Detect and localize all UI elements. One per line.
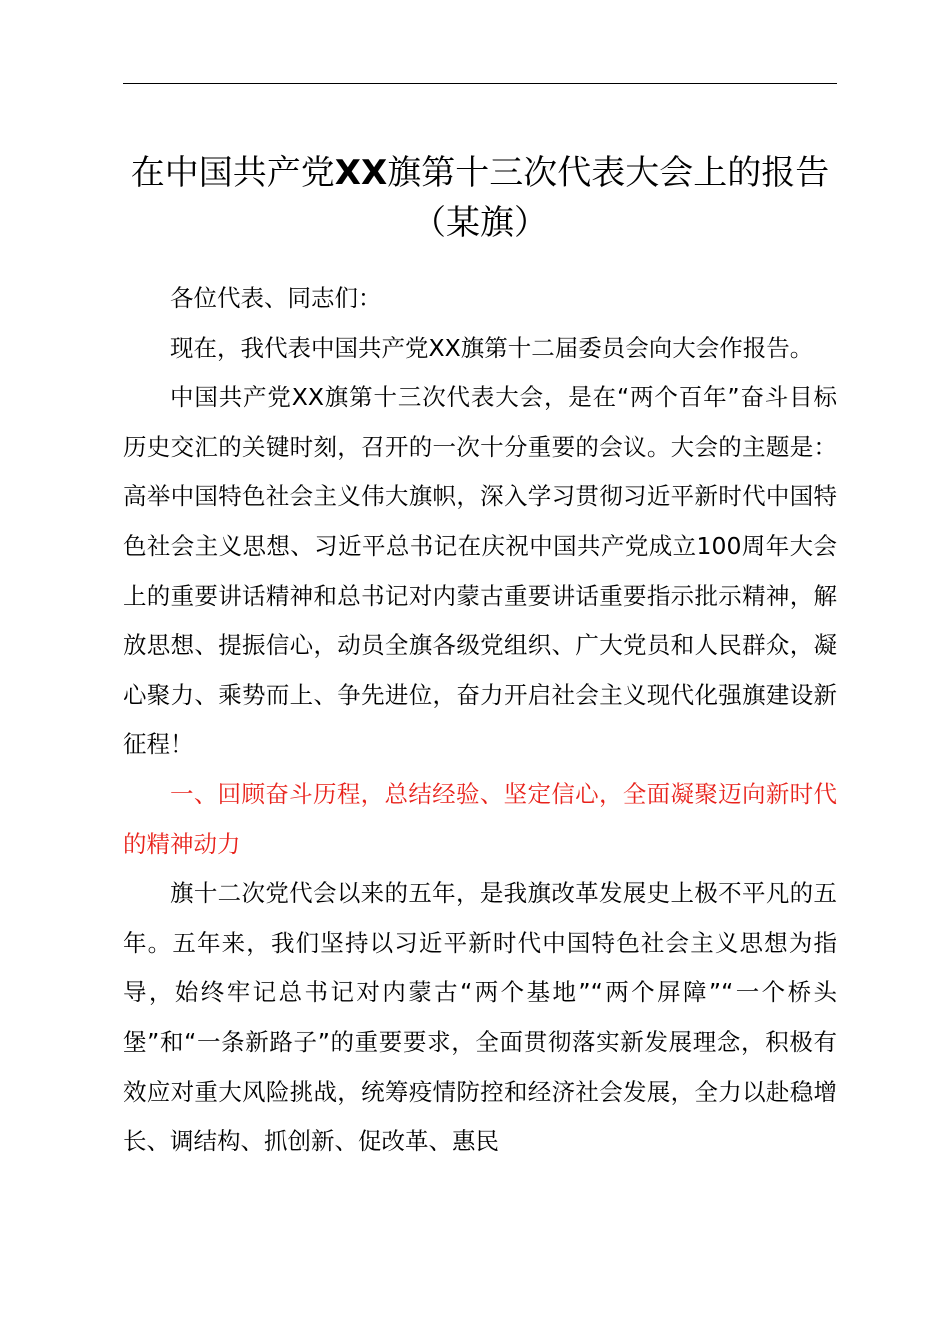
salutation-paragraph: 各位代表、同志们： bbox=[170, 284, 382, 312]
section-heading: 一、回顾奋斗历程，总结经验、坚定信心，全面凝聚迈向新时代的精神动力 bbox=[123, 779, 837, 858]
opening-paragraph: 现在，我代表中国共产党XX旗第十二届委员会向大会作报告。 bbox=[170, 333, 814, 362]
section-body-paragraph: 旗十二次党代会以来的五年，是我旗改革发展史上极不平凡的五年。五年来，我们坚持以习近平新时代中国特色社会主义思想为指导，始终牢记总书记对内蒙古“两个基地”“两个屏障”“一个桥头堡”和“一条新路子”的重要要求，全面贯彻落实新发展理念，积极有效应对重大风险挑战，统筹疫情防控和经济社会发展，全力以赴稳增长、调结构、抓创新、促改革、惠民 bbox=[123, 879, 837, 1156]
title-part-1: 在中国共产党 bbox=[130, 153, 335, 193]
title-part-2: XX bbox=[334, 153, 388, 193]
document-body bbox=[123, 274, 837, 1167]
document-title bbox=[110, 148, 850, 248]
header-rule bbox=[123, 83, 837, 84]
title-part-3: 旗第十三次代表大会上的报告（某旗） bbox=[387, 153, 830, 243]
theme-paragraph: 中国共产党XX旗第十三次代表大会，是在“两个百年”奋斗目标历史交汇的关键时刻，召开的一次十分重要的会议。大会的主题是：高举中国特色社会主义伟大旗帜，深入学习贯彻习近平新时代中国特色社会主义思想、习近平总书记在庆祝中国共产党成立100周年大会上的重要讲话精神和总书记对内蒙古重要讲话重要指示批示精神，解放思想、提振信心，动员全旗各级党组织、广大党员和人民群众，凝心聚力、乘势而上、争先进位，奋力开启社会主义现代化强旗建设新征程！ bbox=[123, 383, 837, 759]
